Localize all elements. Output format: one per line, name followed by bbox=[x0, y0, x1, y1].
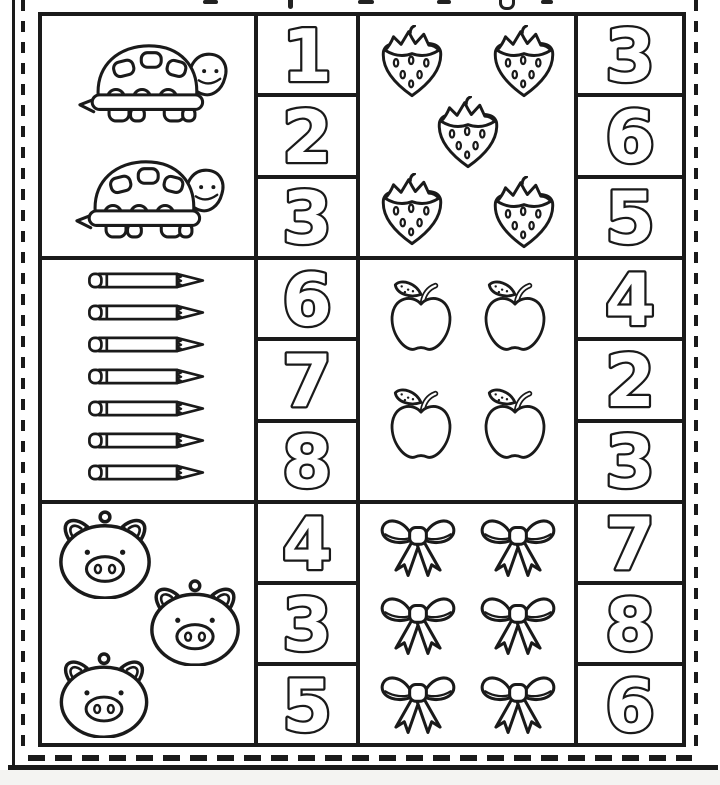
pig-icon bbox=[50, 651, 158, 738]
cropped-title-fragment bbox=[541, 0, 553, 4]
answer-choice[interactable] bbox=[258, 341, 356, 418]
answer-choice[interactable] bbox=[578, 97, 682, 174]
apple-icon bbox=[478, 383, 552, 467]
picture-cell-pencils bbox=[42, 260, 254, 500]
worksheet-grid bbox=[38, 12, 686, 747]
bubble-digit bbox=[597, 429, 663, 493]
cut-line-left bbox=[21, 0, 25, 755]
strawberry-icon bbox=[428, 96, 508, 170]
answer-choice[interactable] bbox=[578, 504, 682, 581]
answer-choice[interactable] bbox=[258, 504, 356, 581]
bow-icon bbox=[474, 667, 562, 737]
cropped-title-fragment bbox=[358, 0, 374, 4]
answer-column-pigs bbox=[258, 504, 356, 743]
svg-text:3: 3 bbox=[281, 185, 333, 250]
answer-choice[interactable] bbox=[258, 179, 356, 256]
answer-column-pencils bbox=[258, 260, 356, 500]
answer-column-strawberries bbox=[578, 16, 682, 256]
svg-text:5: 5 bbox=[281, 672, 333, 737]
cut-line-bottom bbox=[28, 755, 692, 761]
bubble-digit bbox=[274, 104, 340, 168]
answer-choice[interactable] bbox=[578, 423, 682, 500]
picture-cell-bows bbox=[360, 504, 574, 743]
page-edge-shadow bbox=[0, 770, 720, 785]
bow-icon bbox=[474, 510, 562, 580]
cut-line-right bbox=[694, 0, 698, 755]
pencil-icon bbox=[87, 269, 207, 292]
apple-icon bbox=[384, 275, 458, 359]
answer-column-bows bbox=[578, 504, 682, 743]
strawberry-icon bbox=[372, 173, 452, 247]
svg-text:6: 6 bbox=[604, 672, 656, 737]
svg-text:2: 2 bbox=[604, 347, 656, 412]
bubble-digit bbox=[274, 673, 340, 737]
svg-text:3: 3 bbox=[604, 429, 656, 494]
answer-choice[interactable] bbox=[258, 666, 356, 743]
answer-choice[interactable] bbox=[578, 341, 682, 418]
bubble-digit bbox=[597, 511, 663, 575]
answer-choice[interactable] bbox=[258, 585, 356, 662]
svg-text:8: 8 bbox=[604, 591, 656, 656]
bubble-digit bbox=[597, 267, 663, 331]
pencil-icon bbox=[87, 301, 207, 324]
picture-cell-strawberries bbox=[360, 16, 574, 256]
svg-text:6: 6 bbox=[604, 103, 656, 168]
bow-icon bbox=[374, 510, 462, 580]
strawberry-icon bbox=[484, 176, 564, 250]
turtle-icon bbox=[69, 148, 229, 240]
bow-icon bbox=[374, 588, 462, 658]
svg-text:3: 3 bbox=[281, 591, 333, 656]
apple-icon bbox=[478, 275, 552, 359]
picture-cell-apples bbox=[360, 260, 574, 500]
bubble-digit bbox=[274, 511, 340, 575]
answer-choice[interactable] bbox=[258, 16, 356, 93]
answer-choice[interactable] bbox=[578, 260, 682, 337]
bubble-digit bbox=[274, 592, 340, 656]
bubble-digit bbox=[597, 23, 663, 87]
bubble-digit bbox=[274, 348, 340, 412]
pencil-icon bbox=[87, 397, 207, 420]
svg-text:3: 3 bbox=[604, 22, 656, 87]
bow-icon bbox=[474, 588, 562, 658]
bubble-digit bbox=[597, 592, 663, 656]
page-border-left bbox=[12, 0, 15, 770]
bubble-digit bbox=[597, 104, 663, 168]
bubble-digit bbox=[597, 673, 663, 737]
answer-choice[interactable] bbox=[258, 260, 356, 337]
answer-choice[interactable] bbox=[258, 97, 356, 174]
bubble-digit bbox=[597, 185, 663, 249]
answer-choice[interactable] bbox=[578, 179, 682, 256]
svg-text:1: 1 bbox=[281, 22, 333, 87]
picture-cell-pigs bbox=[42, 504, 254, 743]
answer-choice[interactable] bbox=[258, 423, 356, 500]
bubble-digit bbox=[274, 267, 340, 331]
answer-column-turtles bbox=[258, 16, 356, 256]
answer-choice[interactable] bbox=[578, 16, 682, 93]
bubble-digit bbox=[274, 185, 340, 249]
cropped-title-fragment bbox=[437, 0, 451, 4]
svg-text:4: 4 bbox=[604, 266, 656, 331]
strawberry-icon bbox=[372, 25, 452, 99]
answer-column-apples bbox=[578, 260, 682, 500]
turtle-icon bbox=[72, 32, 232, 124]
svg-text:6: 6 bbox=[281, 266, 333, 331]
svg-text:7: 7 bbox=[281, 347, 333, 412]
pencil-icon bbox=[87, 461, 207, 484]
bubble-digit bbox=[274, 429, 340, 493]
bubble-digit bbox=[274, 23, 340, 87]
answer-choice[interactable] bbox=[578, 666, 682, 743]
cropped-title-fragment bbox=[288, 0, 293, 9]
bubble-digit bbox=[597, 348, 663, 412]
svg-text:5: 5 bbox=[604, 185, 656, 250]
svg-text:4: 4 bbox=[281, 510, 333, 575]
svg-text:7: 7 bbox=[604, 510, 656, 575]
pencil-icon bbox=[87, 333, 207, 356]
picture-cell-turtles bbox=[42, 16, 254, 256]
answer-choice[interactable] bbox=[578, 585, 682, 662]
pencil-icon bbox=[87, 365, 207, 388]
cropped-title-fragment bbox=[499, 0, 515, 10]
cropped-title-fragment bbox=[203, 0, 218, 4]
pencil-icon bbox=[87, 429, 207, 452]
svg-text:8: 8 bbox=[281, 429, 333, 494]
strawberry-icon bbox=[484, 25, 564, 99]
svg-text:2: 2 bbox=[281, 103, 333, 168]
bow-icon bbox=[374, 667, 462, 737]
apple-icon bbox=[384, 383, 458, 467]
